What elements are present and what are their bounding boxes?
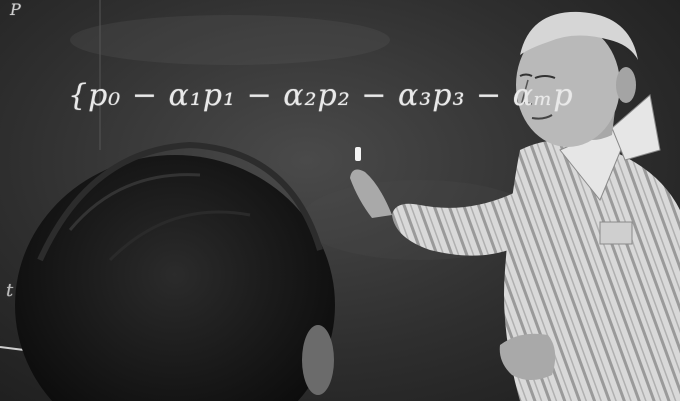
professor [350,12,680,401]
chalk-equation: {p₀ − α₁p₁ − α₂p₂ − α₃p₃ − αₘp [68,78,574,113]
professor-ear [616,67,636,103]
chalk-letter-side: t [6,280,14,301]
chalk-letter-corner: P [10,0,21,19]
shirt-pocket [600,222,632,244]
professor-lower-hand [500,334,555,380]
chalk-piece [355,147,361,161]
student-ear [302,325,334,395]
student-head [15,145,335,401]
